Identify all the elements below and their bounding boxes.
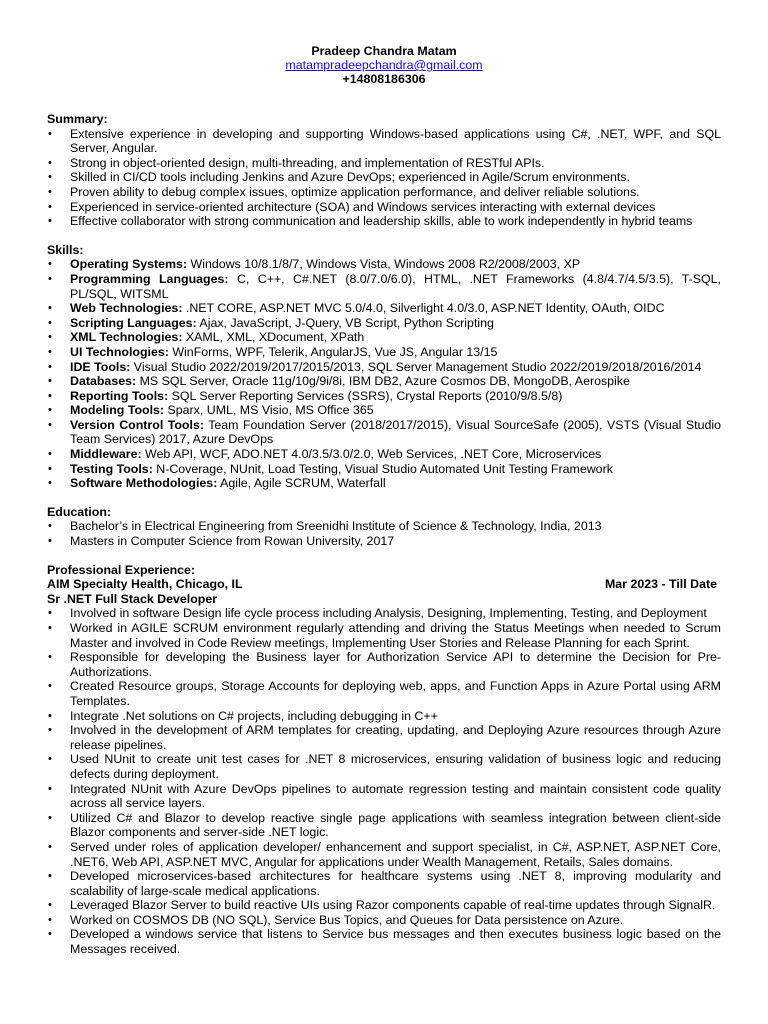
skill-label: Scripting Languages: (70, 315, 197, 330)
skill-value: Web API, WCF, ADO.NET 4.0/3.5/3.0/2.0, Web Services, .NET Core, Microservices (141, 447, 602, 462)
skill-value: Visual Studio 2022/2019/2017/2015/2013, SQL Server Management Studio 2022/2019/2018/2016/2014 (130, 359, 702, 374)
skill-item (47, 330, 721, 345)
list-item: • Masters in Computer Science from Rowan University, 2017 (47, 534, 721, 549)
skill-label: XML Technologies: (70, 330, 183, 345)
skill-value: Ajax, JavaScript, J-Query, VB Script, Python Scripting (196, 315, 494, 330)
experience-list (47, 606, 721, 956)
skill-label: IDE Tools: (70, 359, 131, 374)
phone-number: +14808186306 (342, 72, 426, 86)
candidate-name: Pradeep Chandra Matam (311, 44, 457, 58)
list-item: • Involved in software Design life cycle process including Analysis, Designing, Implementing, Testing, and Deployment (47, 606, 721, 621)
summary-title: Summary: (47, 112, 108, 126)
skill-value: N-Coverage, NUnit, Load Testing, Visual Studio Automated Unit Testing Framework (152, 461, 613, 476)
skill-value: Team Foundation Server (2018/2017/2015), Visual SourceSafe (2005), VSTS (Visual Studio Team Services) 2017, Azure DevOps (70, 417, 721, 447)
skills-section (47, 243, 721, 491)
skill-label: Programming Languages: (70, 271, 229, 286)
skill-item (47, 360, 721, 375)
skill-item (47, 418, 721, 447)
list-item: • Responsible for developing the Business layer for Authorization Service API to determine the Decision for Pre-Authorizations. (47, 650, 721, 679)
skill-item (47, 301, 721, 316)
skill-item (47, 374, 721, 389)
list-item: • Experienced in service-oriented architecture (SOA) and Windows services interacting with external devices (47, 200, 721, 215)
skill-label: Software Methodologies: (70, 476, 218, 491)
list-item: • Worked in AGILE SCRUM environment regularly attending and driving the Status Meetings when needed to Scrum Master and involved in Code Review meetings, Implementing User Stories and Release Planning for each Sprint. (47, 621, 721, 650)
skills-title: Skills: (47, 242, 84, 257)
list-item: • Created Resource groups, Storage Accounts for deploying web, apps, and Function Apps in Azure Portal using ARM Templates. (47, 679, 721, 708)
job-role: Sr .NET Full Stack Developer (47, 591, 218, 606)
skills-list (47, 257, 721, 491)
skill-label: Databases: (70, 374, 137, 389)
email-link[interactable]: matampradeepchandra@gmail.com (285, 58, 483, 72)
skill-item (47, 272, 721, 301)
skill-label: Testing Tools: (70, 461, 153, 476)
skill-item (47, 257, 721, 272)
list-item: • Integrate .Net solutions on C# projects, including debugging in C++ (47, 709, 721, 724)
skill-item (47, 447, 721, 462)
job-header (47, 577, 721, 592)
summary-list (47, 127, 721, 229)
job-dates: Mar 2023 - Till Date (604, 577, 717, 592)
list-item: • Developed microservices-based architectures for healthcare systems using .NET 8, improving modularity and scalability of large-scale medical applications. (47, 869, 721, 898)
list-item: • Proven ability to debug complex issues, optimize application performance, and deliver reliable solutions. (47, 185, 721, 200)
skill-value: XAML, XML, XDocument, XPath (182, 330, 365, 345)
list-item: • Leveraged Blazor Server to build reactive UIs using Razor components capable of real-time updates through SignalR. (47, 898, 721, 913)
skill-value: .NET CORE, ASP.NET MVC 5.0/4.0, Silverlight 4.0/3.0, ASP.NET Identity, OAuth, OIDC (182, 301, 665, 316)
skill-item (47, 345, 721, 360)
experience-title: Professional Experience: (47, 562, 196, 577)
skill-item (47, 403, 721, 418)
skill-label: Reporting Tools: (70, 388, 169, 403)
list-item: • Bachelor’s in Electrical Engineering from Sreenidhi Institute of Science & Technology, India, 2013 (47, 519, 721, 534)
list-item: • Skilled in CI/CD tools including Jenkins and Azure DevOps; experienced in Agile/Scrum environments. (47, 170, 721, 185)
list-item: • Effective collaborator with strong communication and leadership skills, able to work independently in hybrid teams (47, 214, 721, 229)
list-item: • Integrated NUnit with Azure DevOps pipelines to automate regression testing and maintain consistent code quality across all service layers. (47, 782, 721, 811)
skill-value: Sparx, UML, MS Visio, MS Office 365 (164, 403, 374, 418)
company-name: AIM Specialty Health, Chicago, IL (47, 577, 243, 592)
skill-label: Operating Systems: (70, 257, 188, 272)
education-section (47, 505, 721, 549)
resume-header (47, 44, 721, 86)
skill-value: C, C++, C#.NET (8.0/7.0/6.0), HTML, .NET Frameworks (4.8/4.7/4.5/3.5), T-SQL, PL/SQL, WITSML (70, 271, 721, 301)
skill-value: MS SQL Server, Oracle 11g/10g/9i/8i, IBM DB2, Azure Cosmos DB, MongoDB, Aerospike (136, 374, 630, 389)
skill-item (47, 462, 721, 477)
skill-label: Modeling Tools: (70, 403, 165, 418)
education-list (47, 519, 721, 548)
skill-label: Middleware: (70, 447, 142, 462)
list-item: • Worked on COSMOS DB (NO SQL), Service Bus Topics, and Queues for Data persistence on Azure. (47, 913, 721, 928)
skill-label: Version Control Tools: (70, 417, 204, 432)
list-item: • Strong in object-oriented design, multi-threading, and implementation of RESTful APIs. (47, 156, 721, 171)
experience-section (47, 563, 721, 957)
skill-label: UI Technologies: (70, 344, 169, 359)
education-title: Education: (47, 504, 112, 519)
skill-value: Agile, Agile SCRUM, Waterfall (217, 476, 386, 491)
skill-item (47, 476, 721, 491)
skill-value: SQL Server Reporting Services (SSRS), Crystal Reports (2010/9/8.5/8) (168, 388, 563, 403)
skill-value: Windows 10/8.1/8/7, Windows Vista, Windows 2008 R2/2008/2003, XP (187, 257, 581, 272)
list-item: • Utilized C# and Blazor to develop reactive single page applications with seamless integration between client-side Blazor components and server-side .NET logic. (47, 811, 721, 840)
list-item: • Served under roles of application developer/ enhancement and support specialist, in C#, ASP.NET, ASP.NET Core, .NET6, Web API, ASP.NET MVC, Angular for applications under Wealth Management, Retails, Sales domains. (47, 840, 721, 869)
skill-value: WinForms, WPF, Telerik, AngularJS, Vue JS, Angular 13/15 (168, 344, 498, 359)
skill-label: Web Technologies: (70, 301, 183, 316)
list-item: • Developed a windows service that listens to Service bus messages and then executes business logic based on the Messages received. (47, 927, 721, 956)
skill-item (47, 316, 721, 331)
list-item: • Extensive experience in developing and supporting Windows-based applications using C#, .NET, WPF, and SQL Server, Angular. (47, 127, 721, 156)
summary-section (47, 112, 721, 229)
skill-item (47, 389, 721, 404)
list-item: • Used NUnit to create unit test cases for .NET 8 microservices, ensuring validation of business logic and reducing defects during deployment. (47, 752, 721, 781)
list-item: • Involved in the development of ARM templates for creating, updating, and Deploying Azure resources through Azure release pipelines. (47, 723, 721, 752)
